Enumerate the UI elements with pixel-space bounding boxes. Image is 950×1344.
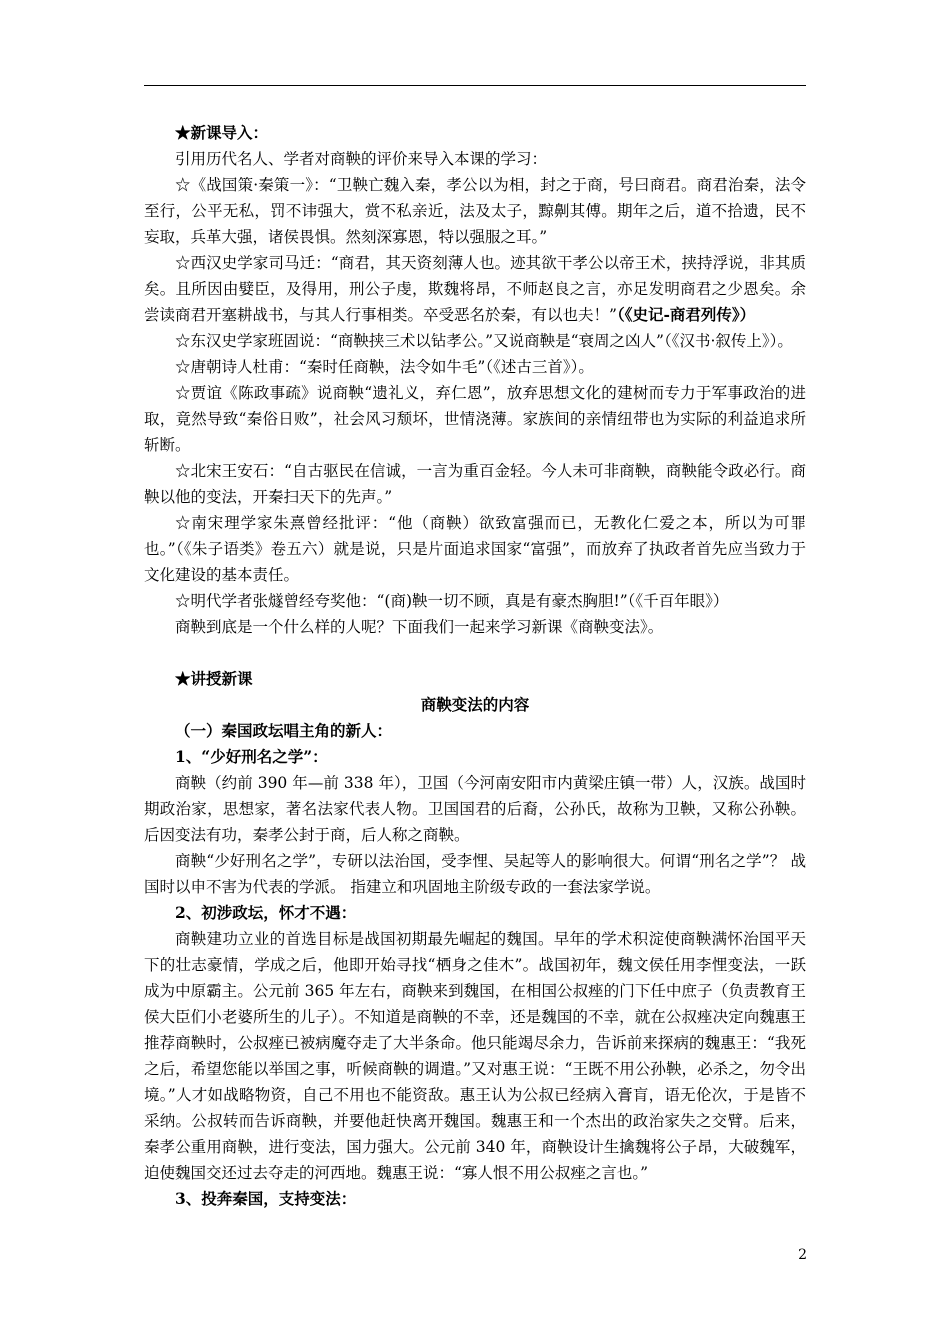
quote-zhanguoce: ☆《战国策·秦策一》：“卫鞅亡魏入秦，孝公以为相，封之于商，号曰商君。商君治秦，法令至行，公平无私，罚不讳强大，赏不私亲近，法及太子，黥劓其傅。期年之后，道不拾遗，民不妄取，兵革大强，诸侯畏惧。然刻深寡恩，特以强服之耳。” [144,176,806,246]
quote-zhuxi: ☆南宋理学家朱熹曾经批评：“他（商鞅）欲致富强而已，无教化仁爱之本，所以为可罪也。”（《朱子语类》卷五六）就是说，只是片面追求国家“富强”，而放弃了执政者首先应当致力于文化建设的基本责任。 [144,514,806,584]
paragraph-biography: 商鞅（约前 390 年—前 338 年），卫国（今河南安阳市内黄梁庄镇一带）人，汉族。战国时期政治家，思想家，著名法家代表人物。卫国国君的后裔，公孙氏，故称为卫鞅，又称公孙鞅。后因变法有功，秦孝公封于商，后人称之商鞅。 [144,774,806,844]
subheading-3: 3、投奔秦国，支持变法： [175,1189,357,1208]
lecture-heading: ★讲授新课 [175,669,253,688]
page-number: 2 [798,1247,807,1263]
paragraph-wei-state: 商鞅建功立业的首选目标是战国初期最先崛起的魏国。早年的学术积淀使商鞅满怀治国平天下的壮志豪情，学成之后，他即开始寻找“栖身之佳木”。战国初年，魏文侯任用李悝变法，一跃成为中原霸主。公元前 365 年左右，商鞅来到魏国，在相国公叔痤的门下任中庶子（负责教育王侯大臣们小老婆所生的儿子）。不知道是商鞅的不幸，还是魏国的不幸，就在公叔痤决定向魏惠王推荐商鞅时，公叔痤已被病魔夺走了大半条命。他只能竭尽余力，告诉前来探病的魏惠王：“我死之后，希望您能以举国之事，听候商鞅的调遣。”又对惠王说：“王既不用公孙鞅，必杀之，勿令出境。”人才如战略物资，自己不用也不能资敌。惠王认为公叔已经病入膏肓，语无伦次，于是皆不采纳。公叔转而告诉商鞅，并要他赶快离开魏国。魏惠王和一个杰出的政治家失之交臂。后来，秦孝公重用商鞅，进行变法，国力强大。公元前 340 年，商鞅设计生擒魏将公子昂，大破魏军，迫使魏国交还过去夺走的河西地。魏惠王说：“寡人恨不用公叔痤之言也。” [144,930,806,1182]
paragraph-xingming: 商鞅“少好刑名之学”，专研以法治国，受李悝、吴起等人的影响很大。何谓“刑名之学”？ 战国时以申不害为代表的学派。 指建立和巩固地主阶级专政的一套法家学说。 [144,852,806,896]
quote-zhangsui: ☆明代学者张燧曾经夸奖他：“(商)鞅一切不顾，真是有豪杰胸胆!”（《千百年眼》） [175,592,729,610]
intro-heading: ★新课导入： [175,123,269,142]
header-rule [144,85,806,86]
intro-closing: 商鞅到底是一个什么样的人呢？下面我们一起来学习新课《商鞅变法》。 [175,618,664,636]
quote-jiayi: ☆贾谊《陈政事疏》说商鞅“遗礼义，弃仁恩”，放弃思想文化的建树而专力于军事政治的进取，竟然导致“秦俗日败”，社会风习颓坏，世情浇薄。家族间的亲情纽带也为实际的利益追求所斩断。 [144,384,806,454]
quote-wanganshi: ☆北宋王安石：“自古驱民在信诚，一言为重百金轻。今人未可非商鞅，商鞅能令政必行。商鞅以他的变法，开秦扫天下的先声。” [144,462,806,506]
quote-simaqian-text: ☆西汉史学家司马迁：“商君，其天资刻薄人也。迹其欲干孝公以帝王术，挟持浮说，非其质矣。且所因由嬖臣，及得用，刑公子虔，欺魏将昂，不师赵良之言，亦足发明商君之少恩矣。余尝读商君开塞耕战书，与其人行事相类。卒受恶名於秦，有以也夫！” [144,254,806,324]
quote-bangu: ☆东汉史学家班固说：“商鞅挟三术以钻孝公。”又说商鞅是“衰周之凶人”（《汉书·叙传上》）。 [175,332,793,350]
section-heading-1: （一）秦国政坛唱主角的新人： [175,721,393,740]
intro-lead: 引用历代名人、学者对商鞅的评价来导入本课的学习： [175,150,548,168]
document-body [144,120,806,1212]
quote-dufu: ☆唐朝诗人杜甫：“秦时任商鞅，法令如牛毛”（《述古三首》）。 [175,358,594,376]
subheading-1: 1、“少好刑名之学”： [175,747,328,766]
quote-simaqian [144,250,806,328]
lecture-title: 商鞅变法的内容 [420,695,530,714]
quote-simaqian-source: （《史记-商君列传》） [616,305,756,324]
subheading-2: 2、初涉政坛，怀才不遇： [175,903,357,922]
spacer [144,640,806,666]
